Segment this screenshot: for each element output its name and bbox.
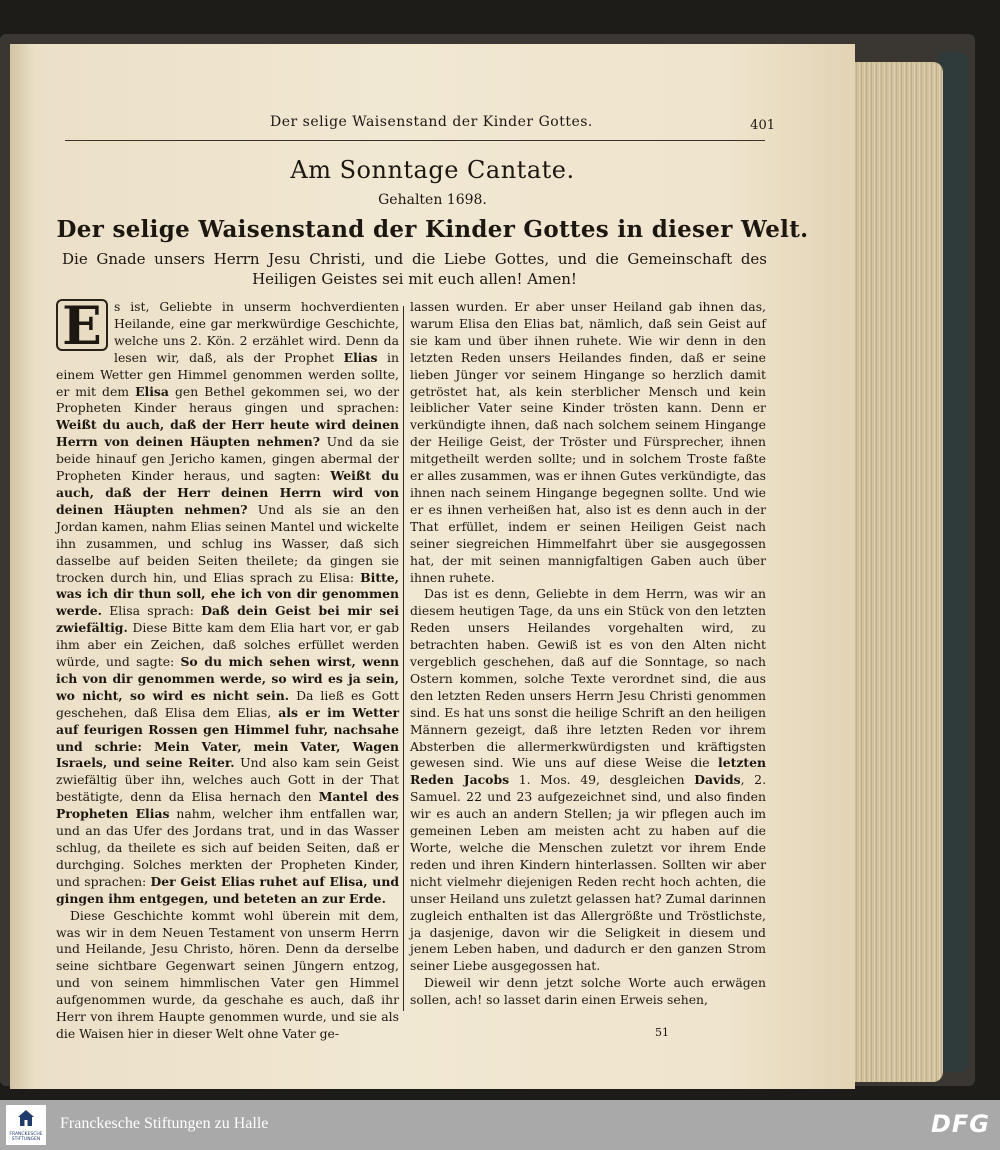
emphasized-text: letzten Reden Jacobs — [410, 755, 766, 788]
text-run: in einem Wetter gen Himmel genommen werden sollte, er mit dem — [56, 349, 399, 399]
paragraph: lassen wurden. Er aber unser Heiland gab ihnen das, warum Elisa den Elias bat, nämlich, daß sein Geist auf sie kam und über ihnen ruhete. Wie wir denn in den letzten Reden unsers Heilandes finden, daß er seine lieben Jünger vor seinem Hingange so herzlich damit getröstet hat, als kein sterblicher Mensch und kein leiblicher Vater seine Kinder trösten kann. Denn er verkündigte ihnen, daß nach solchem seinem Hingange der Heilige Geist, der Tröster und Fürsprecher, ihnen mitgetheilt werden sollte; und in solchem Troste faßte er alles zusammen, was er ihnen Gutes verkündigte, das ihnen nach seinem Hingange begegnen sollte. Und wie er es ihnen verheißen hat, also ist es denn auch in der That erfüllet, indem er seinen Heiligen Geist nach seiner siegreichen Himmelfahrt über sie ausgegossen hat, der mit seinen mannigfaltigen Gaben auch über ihnen ruhete. — [410, 299, 766, 585]
francke-logo[interactable] — [6, 1105, 46, 1145]
emphasized-text: Weißt du auch, daß der Herr deinen Herrn wird von deinen Häupten nehmen? — [56, 468, 399, 517]
text-run: Diese Bitte kam dem Elia hart vor, er gab ihm aber ein Zeichen, daß solches erfüllet werden würde, und sagte: — [56, 620, 399, 670]
text-run: Und da sie beide hinauf gen Jericho kamen, gingen abermal der Propheten Kinder heraus, und sagten: — [56, 434, 399, 484]
signature-mark: 51 — [655, 1026, 669, 1039]
book-page — [10, 44, 855, 1089]
paragraph: Diese Geschichte kommt wohl überein mit dem, was wir in dem Neuen Testament von unserm Herrn und Heilande, Jesu Christo, hören. Denn da derselbe seine sichtbare Gegenwart seinen Jüngern entzog, und von seinem himmlischen Vater gen Himmel aufgenommen wurde, da geschahe es auch, daß ihr Herr von ihrem Haupte genommen wurde, und sie als die Waisen hier in dieser Welt ohne Vater ge- — [56, 907, 399, 1041]
column-divider — [403, 306, 404, 1011]
emphasized-text: So du mich sehen wirst, wenn ich von dir genommen werde, so wird es ja sein, wo nicht, so wird es nicht sein. — [56, 654, 399, 703]
header-rule — [65, 140, 765, 141]
text-run: gen Bethel gekommen sei, wo der Propheten Kinder heraus gingen und sprachen: — [56, 383, 399, 416]
sermon-occasion-title: Am Sonntage Cantate. — [290, 156, 575, 184]
emphasized-text: als er im Wetter auf feurigen Rossen gen Himmel fuhr, nachsahe und schrie: Mein Vater, mein Vater, Wagen Israels, und seine Reiter. — [56, 704, 400, 771]
text-run: Und als sie an den Jordan kamen, nahm Elias seinen Mantel und wickelte ihn zusammen, und schlug ins Wasser, daß sich dasselbe auf beiden Seiten theilete; da gingen sie trocken durch hin, und Elias sprach zu Elisa: — [56, 501, 399, 585]
left-column — [56, 296, 400, 1041]
text-run: Da ließ es Gott geschehen, daß Elisa dem Elias, — [56, 687, 399, 720]
paragraph: Dieweil wir denn jetzt solche Worte auch erwägen sollen, ach! so lasset darin einen Erweis sehen, — [410, 975, 766, 1008]
running-title: Der selige Waisenstand der Kinder Gottes. — [270, 114, 593, 130]
emphasized-text: Daß dein Geist bei mir sei zwiefältig. — [56, 603, 399, 636]
emphasized-text: Davids — [694, 772, 741, 788]
text-run: , 2. Samuel. 22 und 23 aufgezeichnet sind, und also finden wir es auch an andern Stellen; ja wir pflegen auch im gemeinen Leben am meisten acht zu haben auf die Worte, welche die Menschen zuletzt vor ihrem Ende reden und ihren Kindern hinterlassen. Sollten wir aber nicht vielmehr diejenigen Reden recht hoch achten, die unser Heiland uns zuletzt gelassen hat? Zumal darinnen zugleich enthalten ist das Allergrößte und Tröstlichste, ja dasjenige, davon wir die Seligkeit in diesem und jenem Leben haben, und dadurch er den ganzen Strom seiner Liebe ausgegossen hat. — [410, 772, 767, 974]
emphasized-text: Elisa — [135, 383, 169, 399]
sermon-greeting: Die Gnade unsers Herrn Jesu Christi, und die Liebe Gottes, und die Gemeinschaft des Heiligen Geistes sei mit euch allen! Amen! — [62, 250, 767, 288]
emphasized-text: Bitte, was ich dir thun soll, ehe ich von dir genommen werde. — [56, 569, 399, 619]
sermon-title: Der selige Waisenstand der Kinder Gottes in dieser Welt. — [56, 216, 809, 243]
text-run: s ist, Geliebte in unserm hochverdienten Heilande, eine gar merkwürdige Geschichte, welche uns 2. Kön. 2 erzählet wird. Denn da lesen wir, daß, als der Prophet — [114, 299, 399, 365]
paragraph — [56, 296, 400, 908]
text-run: 1. Mos. 49, desgleichen — [509, 772, 695, 788]
emphasized-text: Der Geist Elias ruhet auf Elisa, und gingen ihm entgegen, und beteten an zur Erde. — [56, 873, 399, 906]
footer-bar — [0, 1100, 1000, 1150]
logo-text: FRANCKESCHE STIFTUNGEN — [9, 1132, 43, 1142]
text-run: nahm, welcher ihm entfallen war, und an das Ufer des Jordans trat, und in das Wasser schlug, da theilete es sich auf beiden Seiten, daß er durchging. Solches merkten der Propheten Kinder, und sprachen: — [56, 806, 399, 889]
page-edges — [848, 62, 943, 1082]
dfg-logo[interactable]: DFG — [930, 1110, 990, 1138]
emphasized-text: Elias — [343, 349, 378, 365]
paragraph — [410, 586, 766, 975]
book — [0, 22, 1000, 1097]
running-head — [70, 114, 775, 136]
emphasized-text: Weißt du auch, daß der Herr heute wird deinen Herrn von deinen Häupten nehmen? — [56, 417, 399, 450]
right-column — [410, 299, 766, 1019]
text-run: Und also kam sein Geist zwiefältig über ihn, welches auch Gott in der That bestätigte, denn da Elisa hernach den — [56, 755, 399, 805]
text-run: Elisa sprach: — [101, 603, 202, 619]
institution-link[interactable]: Franckesche Stiftungen zu Halle — [60, 1115, 269, 1132]
drop-cap: E — [56, 299, 108, 351]
page-number: 401 — [750, 118, 775, 133]
text-run: Das ist es denn, Geliebte in dem Herrn, was wir an diesem heutigen Tage, da uns ein Stück von den letzten Reden unsers Heilandes vorgehalten wird, zu betrachten haben. Gewiß ist es von den Alten nicht vergeblich geschehen, daß auf die Sonntage, so nach Ostern kommen, solche Texte verordnet sind, die aus den letzten Reden unsers Herrn Jesu Christi genommen sind. Es hat uns sonst die heilige Schrift an den heiligen Männern gezeigt, daß ihre letzten Reden vor ihrem Absterben die allermerkwürdigsten und kräftigsten gewesen sind. Wie uns auf diese Weise die — [410, 586, 766, 771]
building-icon — [17, 1109, 35, 1127]
emphasized-text: Mantel des Propheten Elias — [56, 789, 399, 822]
sermon-date: Gehalten 1698. — [378, 192, 487, 208]
